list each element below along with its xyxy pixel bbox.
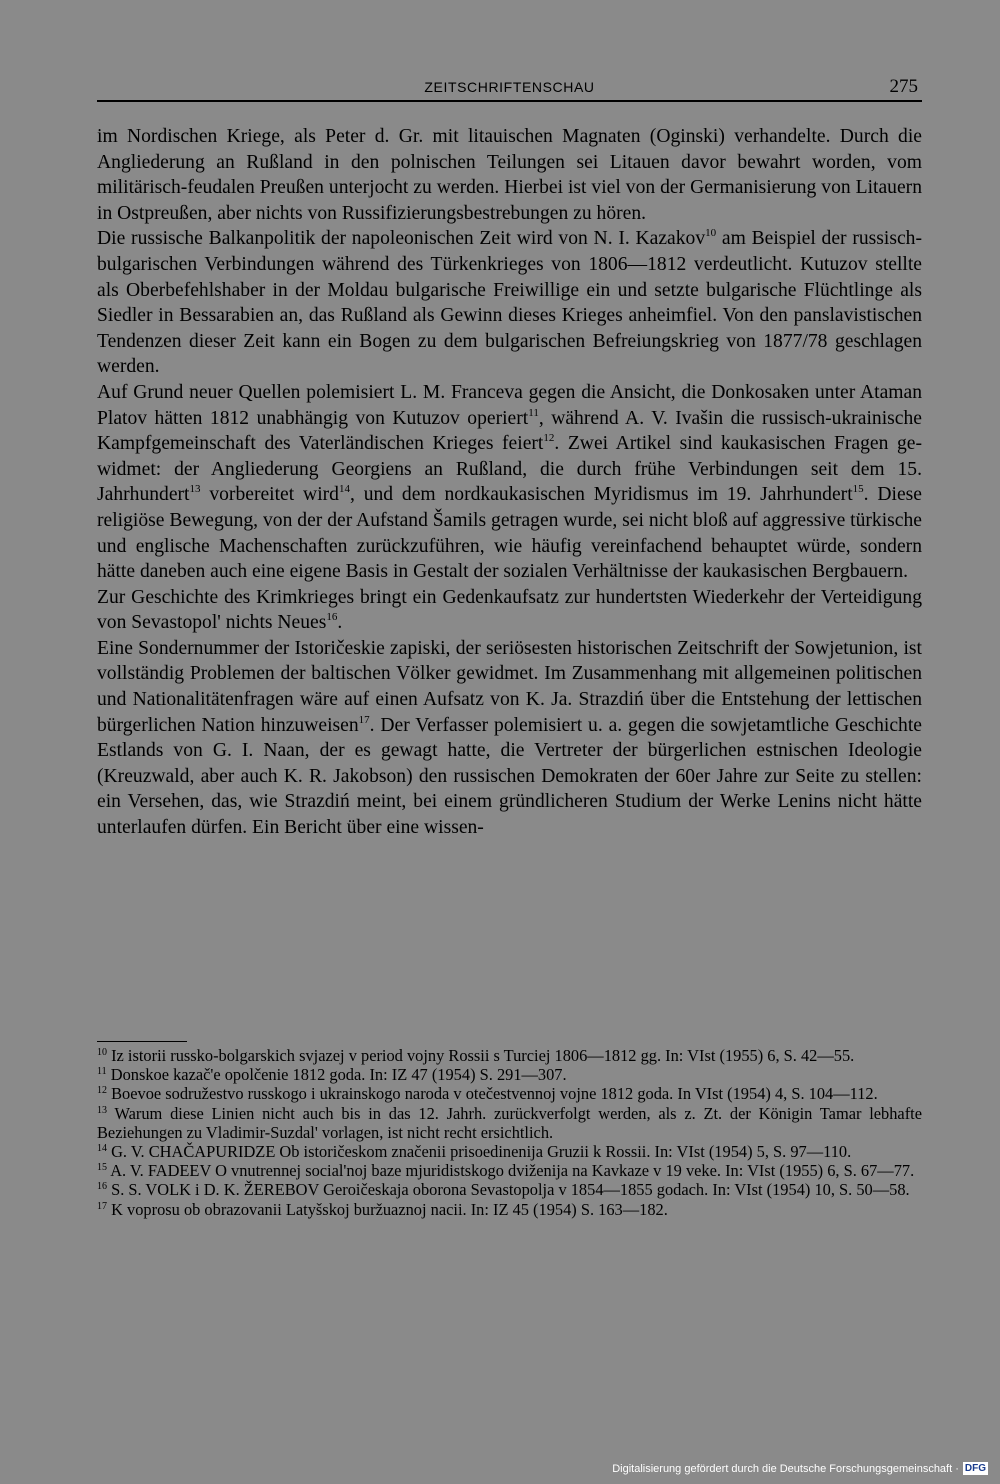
paragraph (97, 124, 922, 226)
text-run: am Beispiel der russisch-bulgarischen Verbindungen während des Türkenkrieges von 1806—1812 verdeutlicht. Kutuzov stellte als Oberbefehlshaber in der Moldau bulgarische Freiwillige ein und setzte bulgarische Flüchtlinge als Siedler in Bessarabien an, das Rußland als Gewinn dieses Krieges anheimfiel. Von den panslavistischen Tendenzen dieser Zeit kann ein Bogen zu dem bulgarischen Befreiungskrieg von 1877/78 geschlagen werden. (97, 228, 922, 378)
footnote-number: 12 (97, 1085, 107, 1097)
page-number: 275 (889, 76, 918, 97)
footnote-separator (97, 1041, 187, 1042)
footnote (97, 1142, 922, 1161)
paragraph (97, 636, 922, 841)
footnote-number: 16 (97, 1181, 107, 1193)
text-run: . Diese religiöse Bewegung, von der der Aufstand Šamils getragen wurde, sei nicht bloß auf aggressive türkische und englische Machenschaften zurückzuführen, wie häufig vereinfachend behauptet würde, sondern hätte daneben auch eine eigene Basis in Gestalt der sozialen Verhältnisse der kaukasischen Bergbauern. (97, 484, 922, 583)
footnote-text: G. V. CHAČAPURIDZE Ob istoričeskom značenii prisoedinenija Gruzii k Rossii. In: VIst (1954) 5, S. 97—110. (107, 1142, 852, 1162)
footnote-number: 10 (97, 1047, 107, 1058)
footnote-number: 13 (97, 1104, 107, 1116)
text-run: , während A. V. Ivašin die russisch-ukrainische Kampfgemeinschaft des Vaterländischen Krieges feiert (97, 407, 922, 455)
footnote-ref: 14 (338, 483, 350, 496)
footnote (97, 1200, 922, 1219)
header-rule (97, 100, 922, 102)
digitization-credit (612, 1462, 988, 1475)
text-run: vorbereitet wird (200, 484, 339, 506)
footnote-text: Boevoe sodružestvo russkogo i ukrainskogo naroda v otečestvennoj vojne 1812 goda. In VIst (1954) 4, S. 104—112. (107, 1084, 878, 1104)
text-run: Die russische Balkanpolitik der napoleonischen Zeit wird von N. I. Kazakov (97, 228, 706, 250)
dfg-logo: DFG (964, 1463, 986, 1474)
page-header (97, 76, 922, 102)
footnote-text: Warum diese Linien nicht auch bis in das 12. Jahrh. zurückverfolgt werden, als z. Zt. der Königin Tamar lebhafte Beziehungen zu Vladimir-Suzdal' vorlagen, ist nicht recht ersichtlich. (97, 1103, 922, 1142)
footnote-number: 11 (97, 1066, 107, 1078)
footnote-text: Iz istorii russko-bolgarskich svjazej v period vojny Rossii s Turciej 1806—1812 gg. In: VIst (1955) 6, S. 42—55. (107, 1046, 855, 1065)
footnote-ref: 12 (543, 432, 555, 445)
text-run: . (337, 612, 343, 634)
running-title: ZEITSCHRIFTENSCHAU (424, 79, 595, 95)
footnote-text: K voprosu ob obrazovanii Latyšskoj buržuaznoj nacii. In: IZ 45 (1954) S. 163—182. (107, 1199, 668, 1219)
footnote (97, 1046, 922, 1065)
text-run: im Nordischen Kriege, als Peter d. Gr. mit litauischen Magnaten (Oginski) verhandelte. Durch die Angliederung an Rußland in den polnischen Teilungen sei Litauen davor bewahrt worden, vom militärisch-feudalen Preußen unterjocht zu werden. Hierbei ist viel von der Germanisierung von Litauern in Ostpreußen, aber nichts von Russifizierungsbestrebungen zu hören. (97, 126, 922, 224)
footnote (97, 1180, 922, 1199)
text-run: . Der Verfasser polemisiert u. a. gegen die sowjetamtliche Geschichte Estlands von G. I. Naan, der es gewagt hatte, die Vertreter der bürgerlichen estnischen Ideologie (Kreuzwald, aber auch K. R. Jakobson) den russischen Demokraten der 60er Jahre zur Seite zu stellen: ein Versehen, das, wie Strazdiń meint, bei einem gründlicheren Studium der Werke Lenins nicht hätte unterlaufen dürfen. Ein Bericht über eine wissen- (97, 714, 922, 839)
paragraph (97, 380, 922, 585)
paragraph (97, 585, 922, 636)
footnote-text: Donskoe kazač'e opolčenie 1812 goda. In: IZ 47 (1954) S. 291—307. (106, 1065, 567, 1085)
main-text (97, 124, 922, 841)
footnotes (97, 1046, 922, 1219)
footnote-ref: 13 (189, 483, 201, 496)
footnote-text: S. S. VOLK i D. K. ŽEREBOV Geroičeskaja oborona Sevastopolja v 1854—1855 godach. In: VIst (1954) 10, S. 50—58. (107, 1180, 910, 1200)
footnote-ref: 17 (358, 713, 370, 726)
footnote-number: 14 (97, 1143, 107, 1155)
text-run: . Zwei Artikel sind kaukasischen Fragen gewidmet: der Angliederung Georgiens an Rußland, die durch frühe Verbindungen seit dem 15. Jahrhundert (97, 433, 922, 506)
text-run: Auf Grund neuer Quellen polemisiert L. M. Franceva gegen die Ansicht, die Donkosaken unter Ataman Platov hätten 1812 unabhängig von Kutuzov operiert (97, 381, 922, 429)
text-run: Eine Sondernummer der Istoričeskie zapiski, der seriösesten historischen Zeitschrift der Sowjetunion, ist vollständig Problemen der baltischen Völker gewidmet. Im Zusammenhang mit allgemeinen politischen und Nationalitätenfragen wäre auf einen Aufsatz von K. Ja. Strazdiń über die Entstehung der lettischen bürgerlichen Nation hinzuweisen (97, 637, 922, 736)
footnote-text: A. V. FADEEV O vnutrennej social'noj baze mjuridistskogo dviženija na Kavkaze v 19 veke. In: VIst (1955) 6, S. 67—77. (107, 1161, 915, 1181)
footnote (97, 1065, 922, 1084)
footnote-ref: 15 (852, 483, 864, 496)
text-run: , und dem nordkaukasischen Myridismus im 19. Jahrhundert (349, 484, 853, 506)
paragraph (97, 226, 922, 380)
footnote (97, 1161, 922, 1180)
footnote-ref: 10 (705, 227, 717, 240)
credit-text: Digitalisierung gefördert durch die Deutsche Forschungsgemeinschaft · (612, 1462, 959, 1475)
footnote-number: 15 (97, 1162, 107, 1174)
footnote-ref: 11 (528, 406, 539, 419)
footnote (97, 1084, 922, 1103)
footnote (97, 1104, 922, 1142)
footnote-number: 17 (97, 1200, 107, 1212)
footnote-ref: 16 (326, 611, 338, 624)
text-run: Zur Geschichte des Krimkrieges bringt ein Gedenkaufsatz zur hundertsten Wiederkehr der Verteidigung von Sevastopol' nichts Neues (97, 586, 922, 634)
